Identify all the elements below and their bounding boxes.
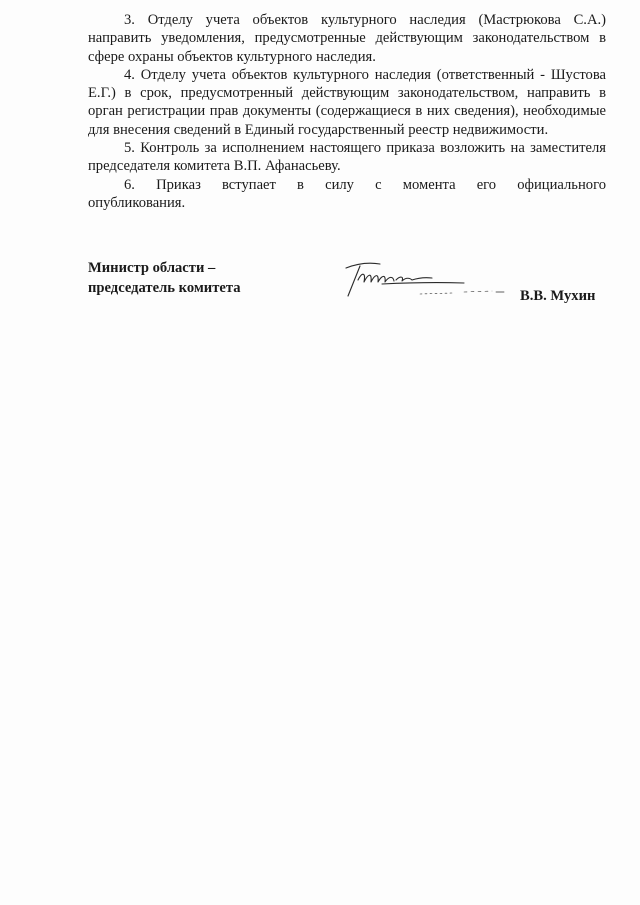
- handwritten-signature: [342, 258, 510, 302]
- paragraph-6-main: 6. Приказ вступает в силу с момента его официального: [124, 176, 606, 193]
- signatory-title-line-2: председатель комитета: [88, 280, 241, 296]
- paragraph-6: [88, 176, 606, 213]
- paragraph-3: 3. Отделу учета объектов культурного наследия (Мастрюкова С.А.) направить уведомления, предусмотренные действующим законодательством в сфере охраны объектов культурного наследия.: [88, 12, 606, 65]
- paragraph-6-tail: опубликования.: [88, 194, 186, 211]
- paragraph-5: 5. Контроль за исполнением настоящего приказа возложить на заместителя председателя комитета В.П. Афанасьеву.: [88, 140, 606, 175]
- signatory-title-line-1: Министр области –: [88, 260, 216, 276]
- paragraph-4: 4. Отделу учета объектов культурного наследия (ответственный - Шустова Е.Г.) в срок, предусмотренный действующим законодательством, направить в орган регистрации прав документы (содержащиеся в них сведения), необходимые для внесения сведений в Единый государственный реестр недвижимости.: [88, 66, 606, 138]
- signatory-title: [88, 258, 288, 298]
- signatory-name: В.В. Мухин: [520, 288, 596, 304]
- document-body: [88, 11, 606, 212]
